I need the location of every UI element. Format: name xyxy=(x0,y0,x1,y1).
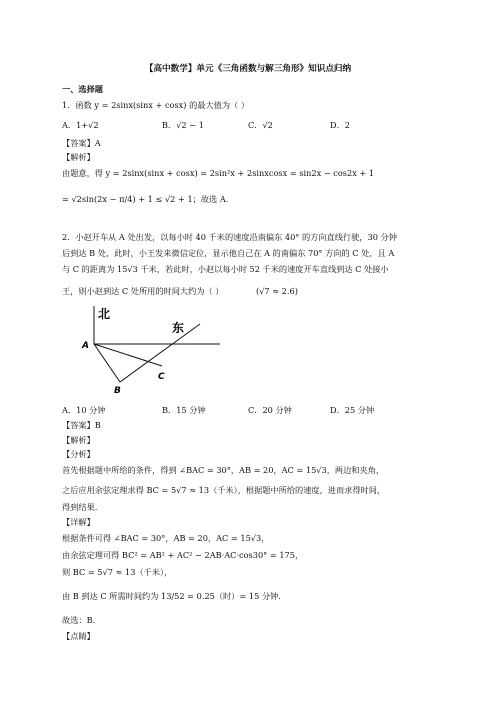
q2-detail-line2: 由余弦定理可得 BC² = AB² + AC² − 2AB·AC·cos30° = 175， xyxy=(62,550,304,560)
point-a-label: A xyxy=(82,341,89,351)
north-label: 北 xyxy=(98,307,111,321)
q2-fenxi-label: 【分析】 xyxy=(62,449,95,459)
east-label: 东 xyxy=(172,321,185,335)
q1-option-c: C．√2 xyxy=(248,120,273,130)
q2-option-a: A．10 分钟 xyxy=(62,405,106,415)
segment-ab xyxy=(94,344,120,382)
q2-detail-line3: 则 BC = 5√7 ≈ 13（千米）， xyxy=(62,567,173,577)
q1-stem: 1．函数 y = 2sinx(sinx + cosx) 的最大值为（ ） xyxy=(62,100,250,110)
q2-line2: 后到达 B 处，此时，小王发来微信定位，显示他自己在 A 的南偏东 70° 方向的 C 处，且 A xyxy=(62,248,395,258)
q1-analysis-label: 【解析】 xyxy=(62,152,95,162)
q2-fenxi-line2: 之后应用余弦定理求得 BC = 5√7 ≈ 13（千米），根据题中所给的速度，进而求得时间， xyxy=(62,485,386,495)
q1-option-b: B．√2 − 1 xyxy=(162,120,204,130)
q2-answer: 【答案】B xyxy=(62,420,101,430)
q2-dianjing-label: 【点睛】 xyxy=(62,631,95,641)
q2-fenxi-line1: 首先根据题中所给的条件，得到 ∠BAC = 30°，AB = 20，AC = 15√3，两边和夹角， xyxy=(62,465,385,475)
q2-line1: 2．小赵开车从 A 处出发，以每小时 40 千米的速度沿南偏东 40° 的方向直线行驶，30 分钟 xyxy=(62,232,397,242)
q2-detail-label: 【详解】 xyxy=(62,517,95,527)
section-heading: 一、选择题 xyxy=(62,84,103,94)
q1-solution-line1: 由题意，得 y = 2sinx(sinx + cosx) = 2sin²x + 2sinxcosx = sin2x − cos2x + 1 xyxy=(62,168,375,178)
q1-option-d: D．2 xyxy=(330,120,350,130)
q2-option-b: B．15 分钟 xyxy=(162,405,206,415)
q2-detail-line1: 根据条件可得 ∠BAC = 30°，AB = 20，AC = 15√3， xyxy=(62,533,270,543)
q1-solution-line2: = √2sin(2x − π/4) + 1 ≤ √2 + 1；故选 A. xyxy=(62,194,229,204)
page-title: 【高中数学】单元《三角函数与解三角形》知识点归纳 xyxy=(144,64,352,74)
q1-option-a: A．1+√2 xyxy=(62,120,99,130)
q2-line4-note: (√7 ≈ 2.6) xyxy=(256,286,298,296)
q2-line4: 王，则小赵到达 C 处所用的时间大约为（ ） xyxy=(62,286,224,296)
point-c-label: C xyxy=(158,372,165,382)
q1-answer: 【答案】A xyxy=(62,138,101,148)
q2-fenxi-line3: 得到结果. xyxy=(62,502,98,512)
direction-figure xyxy=(72,304,222,396)
q2-option-d: D．25 分钟 xyxy=(330,405,375,415)
q2-detail-line4: 由 B 到达 C 所需时间约为 13/52 = 0.25（时）= 15 分钟. xyxy=(62,591,281,601)
q2-analysis-label: 【解析】 xyxy=(62,435,95,445)
q2-line3: 与 C 的距离为 15√3 千米，若此时，小赵以每小时 52 千米的速度开车直线到达 C 处接小 xyxy=(62,264,389,274)
q2-detail-line5: 故选：B. xyxy=(62,615,96,625)
segment-ac xyxy=(94,344,162,366)
q2-option-c: C．20 分钟 xyxy=(248,405,292,415)
point-b-label: B xyxy=(114,386,121,396)
